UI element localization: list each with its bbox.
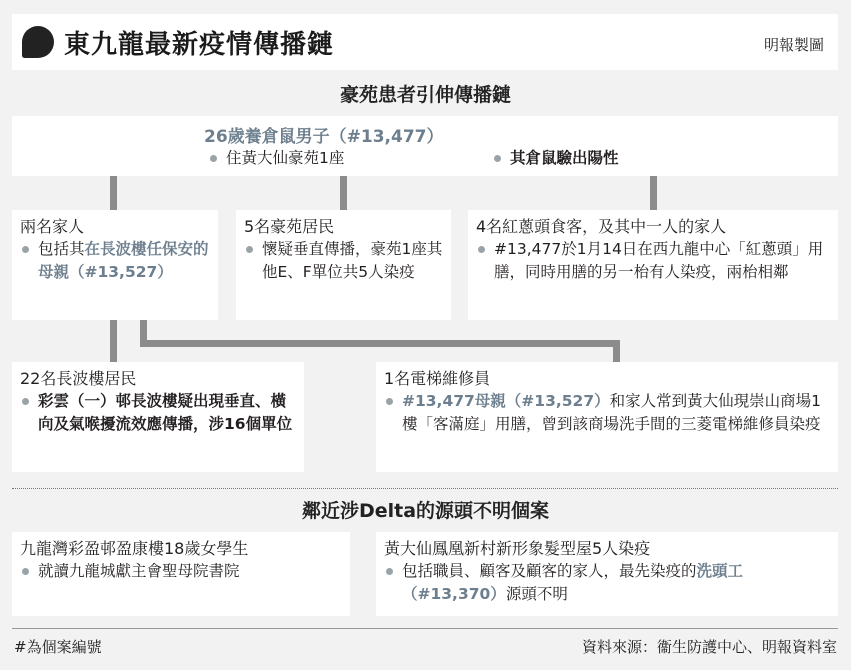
student-heading: 九龍灣彩盈邨盈康樓18歲女學生: [20, 539, 249, 558]
cheungpo-box: [12, 362, 304, 472]
origin-case-title: 26歲養倉鼠男子（#13,477）: [204, 127, 444, 147]
salon-heading: 黃大仙鳳凰新村新形象髮型屋5人染疫: [384, 539, 651, 558]
header-bar: [12, 14, 838, 70]
origin-residence-text: 住黃大仙豪苑1座: [226, 149, 345, 167]
connector-family-lift-horizontal: [140, 340, 620, 347]
connector-family-cheungpo: [110, 320, 117, 362]
lift-heading: 1名電梯維修員: [384, 369, 491, 388]
diners-text: #13,477於1月14日在西九龍中心「紅蔥頭」用膳，同時用膳的另一枱有人染疫，兩枱相鄰: [494, 240, 824, 281]
student-box: [12, 532, 350, 616]
connector-family-lift-up: [613, 340, 620, 362]
bullet-icon: [246, 246, 253, 253]
connector-origin-diners: [650, 174, 657, 210]
family-heading: 兩名家人: [20, 217, 85, 236]
section-title-transmission: 豪苑患者引伸傳播鏈: [339, 84, 511, 106]
footer-source: 資料來源：衞生防護中心、明報資料室: [581, 638, 837, 656]
footer-divider: [12, 628, 838, 629]
cheungpo-heading: 22名長波樓居民: [20, 369, 137, 388]
lift-text-highlight: #13,477母親（#13,527）: [402, 392, 610, 410]
salon-text-highlight: 洗頭工（#13,370）: [402, 562, 744, 603]
bullet-icon: [386, 568, 393, 575]
origin-hamster-text: 其倉鼠驗出陽性: [510, 149, 619, 167]
bullet-icon: [478, 246, 485, 253]
page-title: 東九龍最新疫情傳播鏈: [64, 30, 335, 60]
bullet-icon: [22, 568, 29, 575]
bullet-icon: [386, 398, 393, 405]
family-box: [12, 210, 218, 320]
bullet-icon: [210, 155, 217, 162]
student-text: 就讀九龍城獻主會聖母院書院: [38, 562, 240, 580]
salon-text-a: 包括職員、顧客及顧客的家人，最先染疫的: [402, 562, 697, 580]
footer-note: #為個案編號: [14, 638, 102, 656]
bullet-icon: [22, 398, 29, 405]
family-text-a: 包括其: [38, 240, 85, 258]
connector-origin-family: [110, 174, 117, 210]
cheungpo-item: [20, 390, 296, 436]
residents-item: [244, 238, 443, 284]
salon-box: [376, 532, 838, 616]
origin-hamster-item: [492, 147, 619, 170]
section-title-unknown-source: 鄰近涉Delta的源頭不明個案: [301, 500, 550, 522]
family-text-highlight: 在長波樓任保安的母親（#13,527）: [38, 240, 209, 281]
lift-item: [384, 390, 830, 436]
student-item: [20, 560, 342, 583]
diners-heading: 4名紅蔥頭食客，及其中一人的家人: [476, 217, 727, 236]
origin-residence-item: [208, 147, 344, 170]
lift-text: 和家人常到黃大仙現崇山商場1樓「客滿庭」用膳，曾到該商場洗手間的三菱電梯維修員染疫: [402, 392, 821, 433]
salon-text-c: 源頭不明: [505, 585, 568, 603]
bullet-icon: [22, 246, 29, 253]
family-item: [20, 238, 210, 284]
residents-heading: 5名豪苑居民: [244, 217, 335, 236]
credit-label: 明報製圖: [763, 36, 824, 54]
speech-bubble-icon: [22, 26, 54, 58]
cheungpo-text: 彩雲（一）邨長波樓疑出現垂直、橫向及氣喉擾流效應傳播，涉16個單位: [38, 392, 293, 433]
origin-case-box: [12, 116, 838, 176]
bullet-icon: [494, 155, 501, 162]
residents-text: 懷疑垂直傳播，豪苑1座其他E、F單位共5人染疫: [262, 240, 443, 281]
salon-item: [384, 560, 830, 606]
section-divider: [12, 488, 838, 489]
connector-origin-residents: [340, 174, 347, 210]
diners-box: [468, 210, 838, 320]
residents-box: [236, 210, 451, 320]
lift-box: [376, 362, 838, 472]
diners-item: [476, 238, 830, 284]
